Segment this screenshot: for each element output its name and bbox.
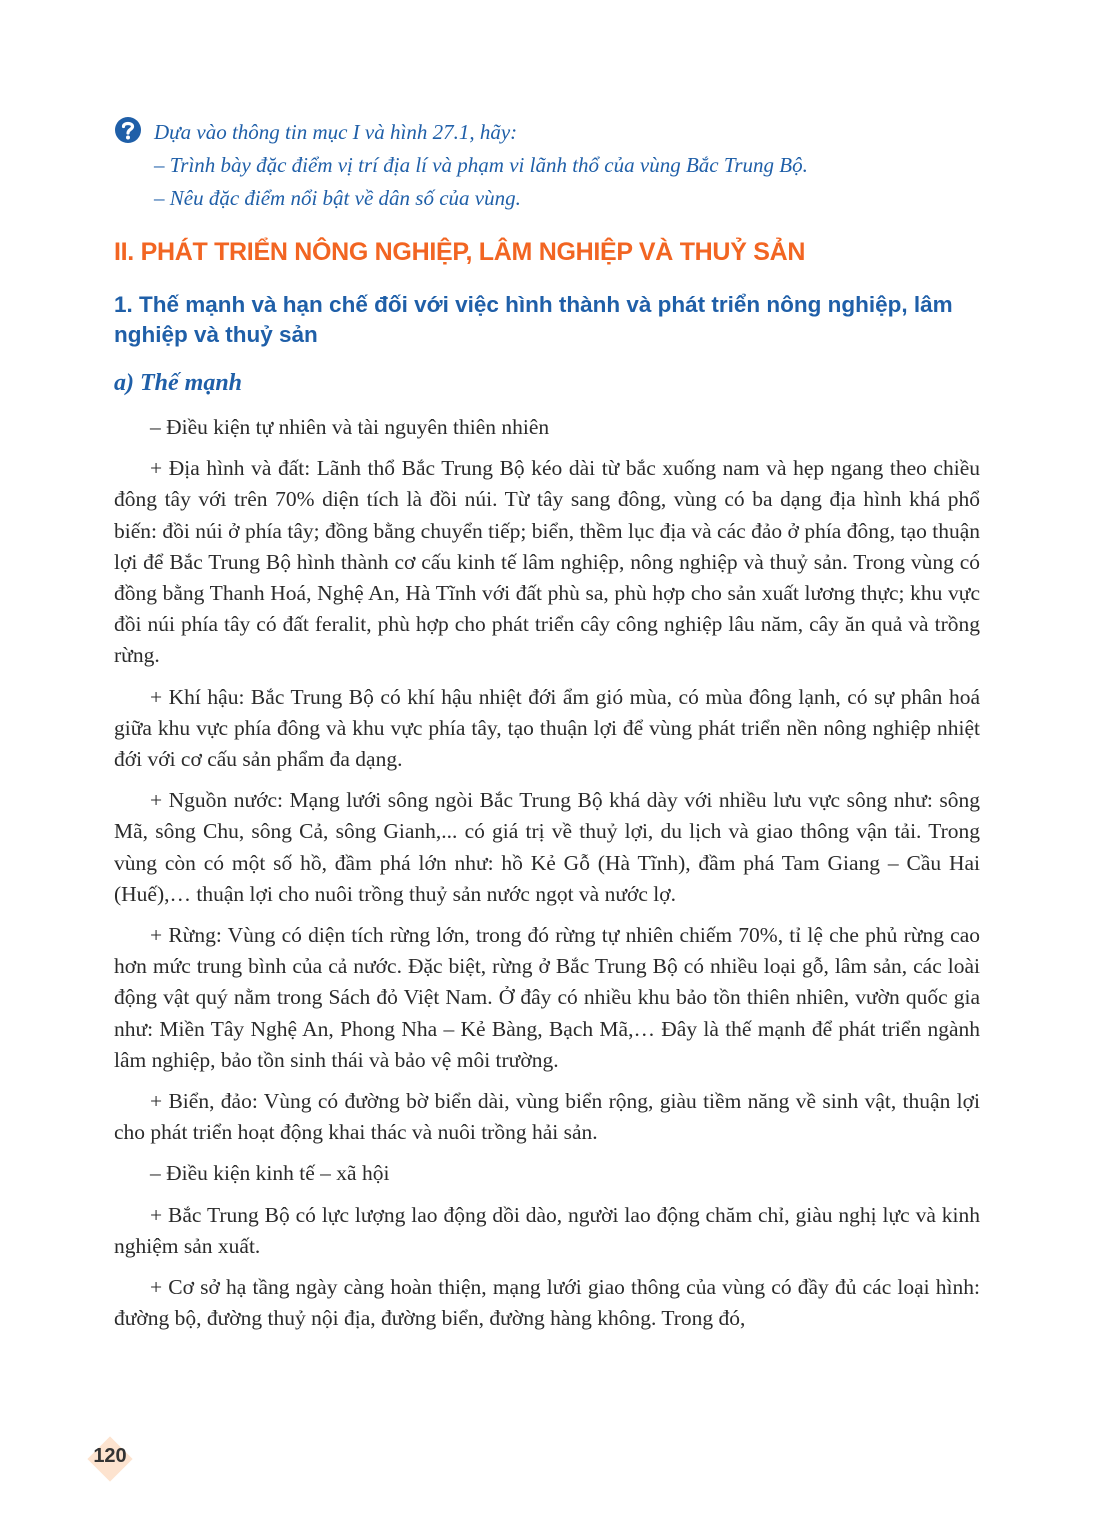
page-number-text: 120 [93, 1445, 127, 1467]
paragraph: – Điều kiện kinh tế – xã hội [150, 1161, 390, 1186]
paragraph: + Biển, đảo: Vùng có đường bờ biển dài, vùng biển rộng, giàu tiềm năng về sinh vật, thuận lợi cho phát triển hoạt động khai thác và nuôi trồng hải sản. [114, 1089, 980, 1145]
paragraph: + Rừng: Vùng có diện tích rừng lớn, trong đó rừng tự nhiên chiếm 70%, tỉ lệ che phủ rừng cao hơn mức trung bình của cả nước. Đặc biệt, rừng ở Bắc Trung Bộ có nhiều loại gỗ, lâm sản, các loài động vật quý nằm trong Sách đỏ Việt Nam. Ở đây có nhiều khu bảo tồn thiên nhiên, vườn quốc gia như: Miền Tây Nghệ An, Phong Nha – Kẻ Bàng, Bạch Mã,… Đây là thế mạnh để phát triển ngành lâm nghiệp, bảo tồn sinh thái và bảo vệ môi trường. [114, 923, 980, 1072]
body-text [114, 412, 980, 1344]
section-heading: II. PHÁT TRIỂN NÔNG NGHIỆP, LÂM NGHIỆP VÀ THUỶ SẢN [114, 238, 806, 266]
question-box [114, 116, 1014, 215]
paragraph: + Bắc Trung Bộ có lực lượng lao động dồi dào, người lao động chăm chỉ, giàu nghị lực và kinh nghiệm sản xuất. [114, 1202, 980, 1258]
page-number [78, 1434, 142, 1484]
question-line: – Nêu đặc điểm nổi bật về dân số của vùng. [154, 186, 521, 210]
question-line: Dựa vào thông tin mục I và hình 27.1, hãy: [154, 120, 518, 144]
paragraph: + Khí hậu: Bắc Trung Bộ có khí hậu nhiệt đới ẩm gió mùa, có mùa đông lạnh, có sự phân hoá giữa khu vực phía đông và khu vực phía tây, tạo thuận lợi để vùng phát triển nền nông nghiệp nhiệt đới với cơ cấu sản phẩm đa dạng. [114, 684, 980, 772]
sub-subheading: a) Thế mạnh [114, 370, 243, 396]
paragraph: – Điều kiện tự nhiên và tài nguyên thiên nhiên [150, 415, 550, 439]
question-icon [114, 116, 142, 144]
subsection-heading: 1. Thế mạnh và hạn chế đối với việc hình thành và phát triển nông nghiệp, lâm nghiệp và thuỷ sản [114, 292, 953, 347]
paragraph: + Cơ sở hạ tầng ngày càng hoàn thiện, mạng lưới giao thông của vùng có đầy đủ các loại hình: đường bộ, đường thuỷ nội địa, đường biển, đường hàng không. Trong đó, [114, 1275, 980, 1331]
paragraph: + Địa hình và đất: Lãnh thổ Bắc Trung Bộ kéo dài từ bắc xuống nam và hẹp ngang theo chiều đông tây với trên 70% diện tích là đồi núi. Từ tây sang đông, vùng có ba dạng địa hình khá phổ biến: đồi núi ở phía tây; đồng bằng chuyển tiếp; biển, thềm lục địa và các đảo ở phía đông, tạo thuận lợi để Bắc Trung Bộ hình thành cơ cấu kinh tế lâm nghiệp, nông nghiệp và thuỷ sản. Trong vùng có đồng bằng Thanh Hoá, Nghệ An, Hà Tĩnh với đất phù sa, phù hợp cho sản xuất lương thực; khu vực đồi núi phía tây có đất feralit, phù hợp cho phát triển cây công nghiệp lâu năm, cây ăn quả và trồng rừng. [114, 456, 980, 668]
paragraph: + Nguồn nước: Mạng lưới sông ngòi Bắc Trung Bộ khá dày với nhiều lưu vực sông như: sông Mã, sông Chu, sông Cả, sông Gianh,... có giá trị về thuỷ lợi, du lịch và giao thông vận tải. Trong vùng còn có một số hồ, đầm phá lớn như: hồ Kẻ Gỗ (Hà Tĩnh), đầm phá Tam Giang – Cầu Hai (Huế),… thuận lợi cho nuôi trồng thuỷ sản nước ngọt và nước lợ. [114, 788, 980, 906]
question-line: – Trình bày đặc điểm vị trí địa lí và phạm vi lãnh thổ của vùng Bắc Trung Bộ. [154, 153, 808, 177]
